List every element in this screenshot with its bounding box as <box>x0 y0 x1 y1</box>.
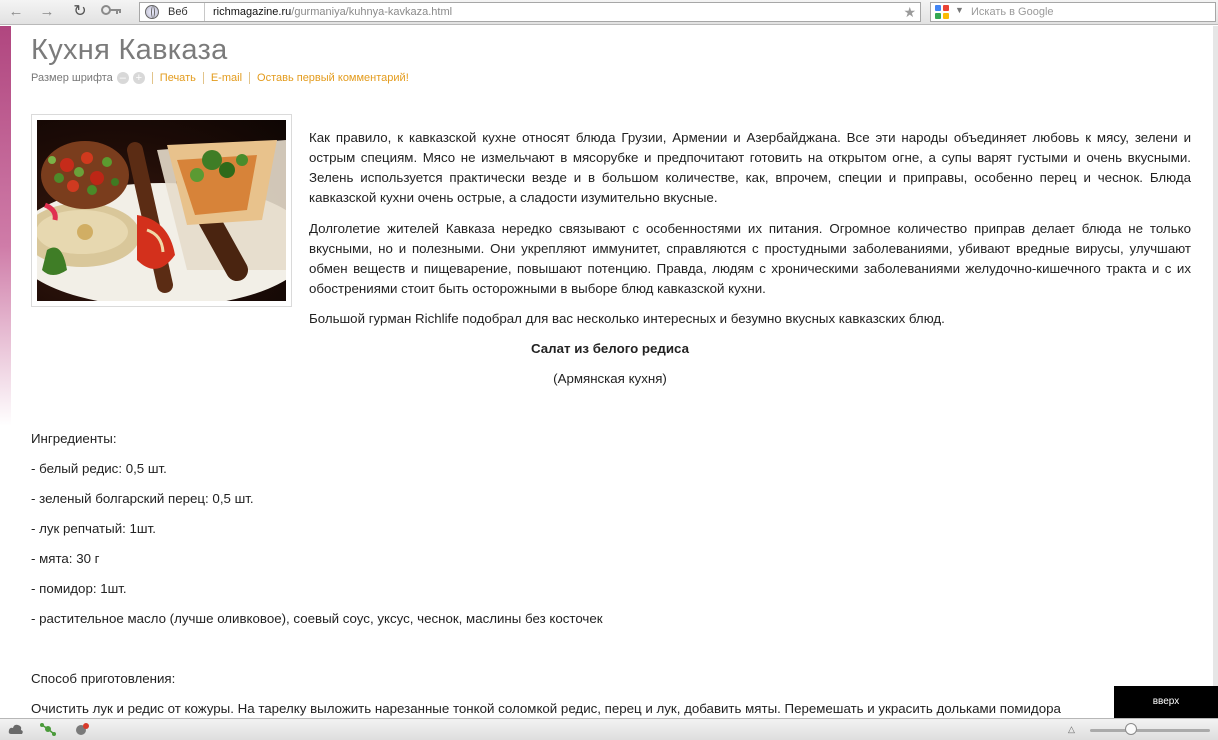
left-decor-bar <box>0 26 11 426</box>
ingredient-item: - лук репчатый: 1шт. <box>31 521 156 536</box>
email-link[interactable]: E-mail <box>210 72 243 84</box>
intro-paragraph-3: Большой гурман Richlife подобрал для вас несколько интересных и безумно вкусных кавказских блюд. <box>309 311 945 326</box>
url-path: /gurmaniya/kuhnya-kavkaza.html <box>291 6 453 18</box>
ingredients-heading: Ингредиенты: <box>31 431 117 446</box>
chevron-down-icon[interactable]: ▼ <box>955 5 964 15</box>
search-input[interactable]: Искать в Google <box>971 6 1054 18</box>
divider <box>249 72 250 84</box>
ingredient-item: - помидор: 1шт. <box>31 581 127 596</box>
page-title: Кухня Кавказа <box>31 34 228 66</box>
notification-icon[interactable] <box>74 723 88 736</box>
status-bar <box>0 718 1218 740</box>
forward-arrow-icon[interactable]: → <box>39 3 55 20</box>
food-image <box>37 120 286 301</box>
bookmark-star-icon[interactable]: ★ <box>903 4 916 20</box>
zoom-slider[interactable] <box>1090 729 1210 732</box>
ingredient-item: - мята: 30 г <box>31 551 100 566</box>
ingredient-item: - белый редис: 0,5 шт. <box>31 461 167 476</box>
zoom-icon[interactable]: △ <box>1068 724 1075 734</box>
divider <box>203 72 204 84</box>
google-icon[interactable] <box>935 5 950 20</box>
divider <box>152 72 153 84</box>
ingredient-item: - растительное масло (лучше оливковое), соевый соус, уксус, чеснок, маслины без косточек <box>31 611 603 626</box>
address-url[interactable] <box>213 6 452 18</box>
recipe-subtitle: (Армянская кухня) <box>553 371 667 386</box>
article-toolbar <box>31 72 409 84</box>
browser-toolbar <box>0 0 1218 25</box>
address-divider <box>204 3 205 21</box>
url-host: richmagazine.ru <box>213 6 292 18</box>
article-photo <box>31 114 292 307</box>
scrollbar[interactable] <box>1213 26 1218 718</box>
network-icon[interactable] <box>40 723 54 736</box>
address-scheme-label: Веб <box>168 6 188 18</box>
cloud-icon[interactable] <box>8 723 22 736</box>
comment-link[interactable]: Оставь первый комментарий! <box>257 72 409 84</box>
reload-icon[interactable]: ↻ <box>73 3 87 20</box>
intro-paragraph-2: Долголетие жителей Кавказа нередко связывают с особенностями их питания. Огромное количество приправ делает блюда не только вкусными, но и полезными. Они укрепляют иммунитет, справляются с простудными заболеваниями, убивают вредные вирусы, улучшают обмен веществ и пищеварение, повышают потенцию. Правда, людям с хроническими заболеваниями желудочно-кишечного тракта и с их обострениями стоит быть осторожными в выборе блюд кавказской кухни. <box>309 221 1191 296</box>
method-text: Очистить лук и редис от кожуры. На тарелку выложить нарезанные тонкой соломкой редис, перец и лук, добавить мяты. Перемешать и украсить дольками помидора <box>31 701 1061 716</box>
method-heading: Способ приготовления: <box>31 671 176 686</box>
page-content <box>0 26 1218 718</box>
font-decrease-button[interactable]: – <box>117 72 129 84</box>
key-icon[interactable] <box>100 3 124 21</box>
font-size-label: Размер шрифта <box>31 72 113 84</box>
intro-paragraph-1: Как правило, к кавказской кухне относят блюда Грузии, Армении и Азербайджана. Все эти народы объединяет любовь к мясу, зелени и острым специям. Мясо не измельчают в мясорубке и предпочитают готовить на открытом огне, а супы варят густыми и очень вкусными. Зелень используется практически везде и в большом количестве, как, впрочем, специи и приправы, особенно перец и чеснок. Блюда кавказской кухни очень острые, а сладости изумительно вкусные. <box>309 130 1191 205</box>
print-link[interactable]: Печать <box>159 72 196 84</box>
recipe-title: Салат из белого редиса <box>531 341 689 356</box>
font-increase-button[interactable]: + <box>133 72 145 84</box>
address-bar[interactable] <box>139 2 921 22</box>
back-arrow-icon[interactable]: ← <box>8 3 24 20</box>
back-to-top-button[interactable]: вверх <box>1114 686 1218 718</box>
search-box[interactable] <box>930 2 1216 22</box>
ingredient-item: - зеленый болгарский перец: 0,5 шт. <box>31 491 254 506</box>
zoom-slider-handle[interactable] <box>1125 723 1137 735</box>
globe-icon <box>145 5 159 19</box>
